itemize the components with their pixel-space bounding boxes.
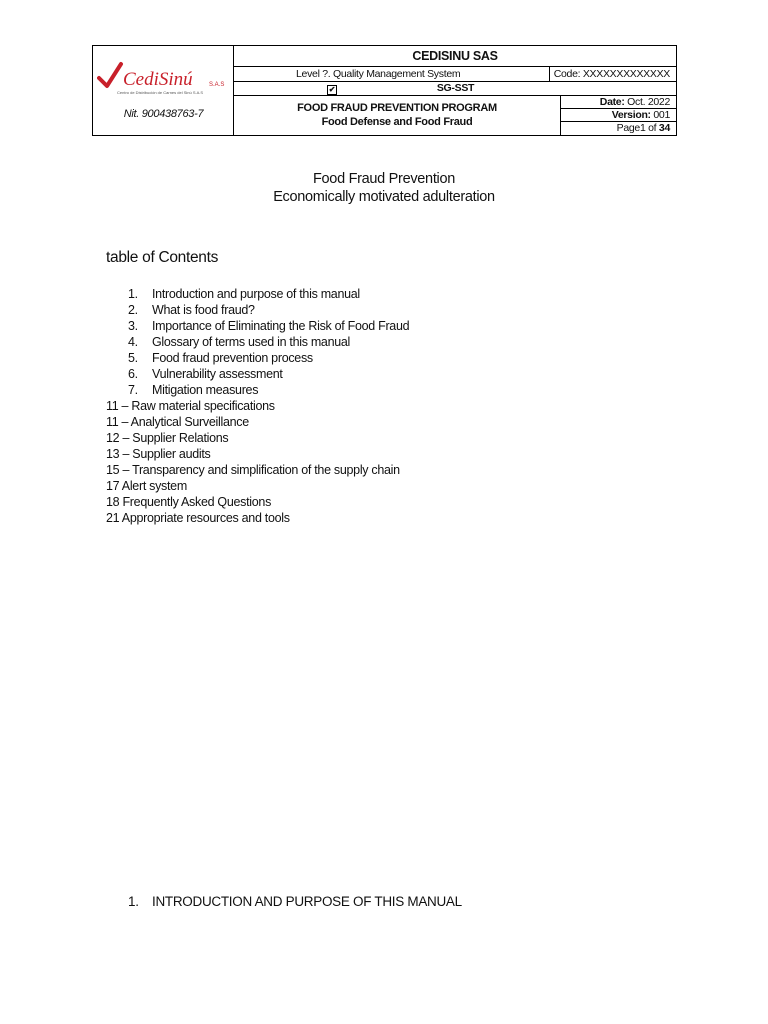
document-header-table [92, 45, 677, 136]
date-value: Oct. 2022 [627, 96, 670, 108]
version-field [561, 109, 676, 122]
checkbox-icon: ✔ [328, 85, 336, 94]
toc-item-text: Introduction and purpose of this manual [152, 287, 360, 301]
version-label: Version: [611, 109, 651, 121]
toc-item-text: Glossary of terms used in this manual [152, 335, 351, 349]
document-subtitle: Economically motivated adulteration [273, 189, 495, 205]
section-number: 1. [128, 894, 139, 909]
page-total: 34 [658, 122, 670, 134]
program-row [234, 96, 676, 135]
toc-entry-text: 21 Appropriate resources and tools [106, 511, 290, 525]
toc-item-number: 1. [128, 287, 138, 301]
page-label: Page1 of [616, 122, 657, 134]
toc-entry-text: 11 – Raw material specifications [106, 399, 275, 413]
toc-item-text: Mitigation measures [152, 383, 259, 397]
date-field [561, 96, 676, 109]
toc-entry-text: 12 – Supplier Relations [106, 431, 229, 445]
toc-entry-text: 17 Alert system [106, 479, 187, 493]
logo-suffix: S.A.S [209, 82, 225, 88]
toc-item-text: Importance of Eliminating the Risk of Food Fraud [152, 319, 410, 333]
document-code: Code: XXXXXXXXXXXXX [553, 68, 670, 80]
toc-item-number: 5. [128, 351, 138, 365]
system-name: SG-SST [436, 82, 475, 94]
version-value: 001 [653, 109, 670, 121]
toc-item-number: 2. [128, 303, 138, 317]
toc-entry-text: 13 – Supplier audits [106, 447, 211, 461]
program-line-1: FOOD FRAUD PREVENTION PROGRAM [297, 102, 497, 114]
nit-number: Nit. 900438763-7 [123, 108, 204, 120]
toc-item-number: 7. [128, 383, 138, 397]
toc-heading: table of Contents [106, 249, 219, 266]
level-row [234, 67, 676, 82]
logo-cell [93, 46, 234, 135]
company-logo [97, 60, 231, 100]
section-title: INTRODUCTION AND PURPOSE OF THIS MANUAL [152, 894, 462, 909]
logo-brand-text: CediSinú [123, 69, 193, 90]
toc-item-number: 3. [128, 319, 138, 333]
toc-entry-text: 15 – Transparency and simplification of the supply chain [106, 463, 400, 477]
toc-entry-text: 18 Frequently Asked Questions [106, 495, 272, 509]
toc-item-text: Vulnerability assessment [152, 367, 283, 381]
cell-divider [549, 67, 550, 82]
document-meta [560, 96, 676, 135]
logo-tagline: Centro de Distribución de Carnes del Sinú S.A.S [117, 90, 204, 95]
program-title [234, 101, 560, 129]
page-field [561, 122, 676, 135]
date-label: Date: [599, 96, 625, 108]
system-row [234, 82, 676, 96]
toc-item-number: 4. [128, 335, 138, 349]
toc-item-number: 6. [128, 367, 138, 381]
toc-item-text: Food fraud prevention process [152, 351, 313, 365]
toc-entry-text: 11 – Analytical Surveillance [106, 415, 249, 429]
company-name: CEDISINU SAS [234, 46, 676, 67]
level-text: Level ?. Quality Management System [296, 68, 461, 80]
toc-item-text: What is food fraud? [152, 303, 255, 317]
program-line-2: Food Defense and Food Fraud [321, 116, 473, 128]
document-title: Food Fraud Prevention [312, 171, 455, 187]
